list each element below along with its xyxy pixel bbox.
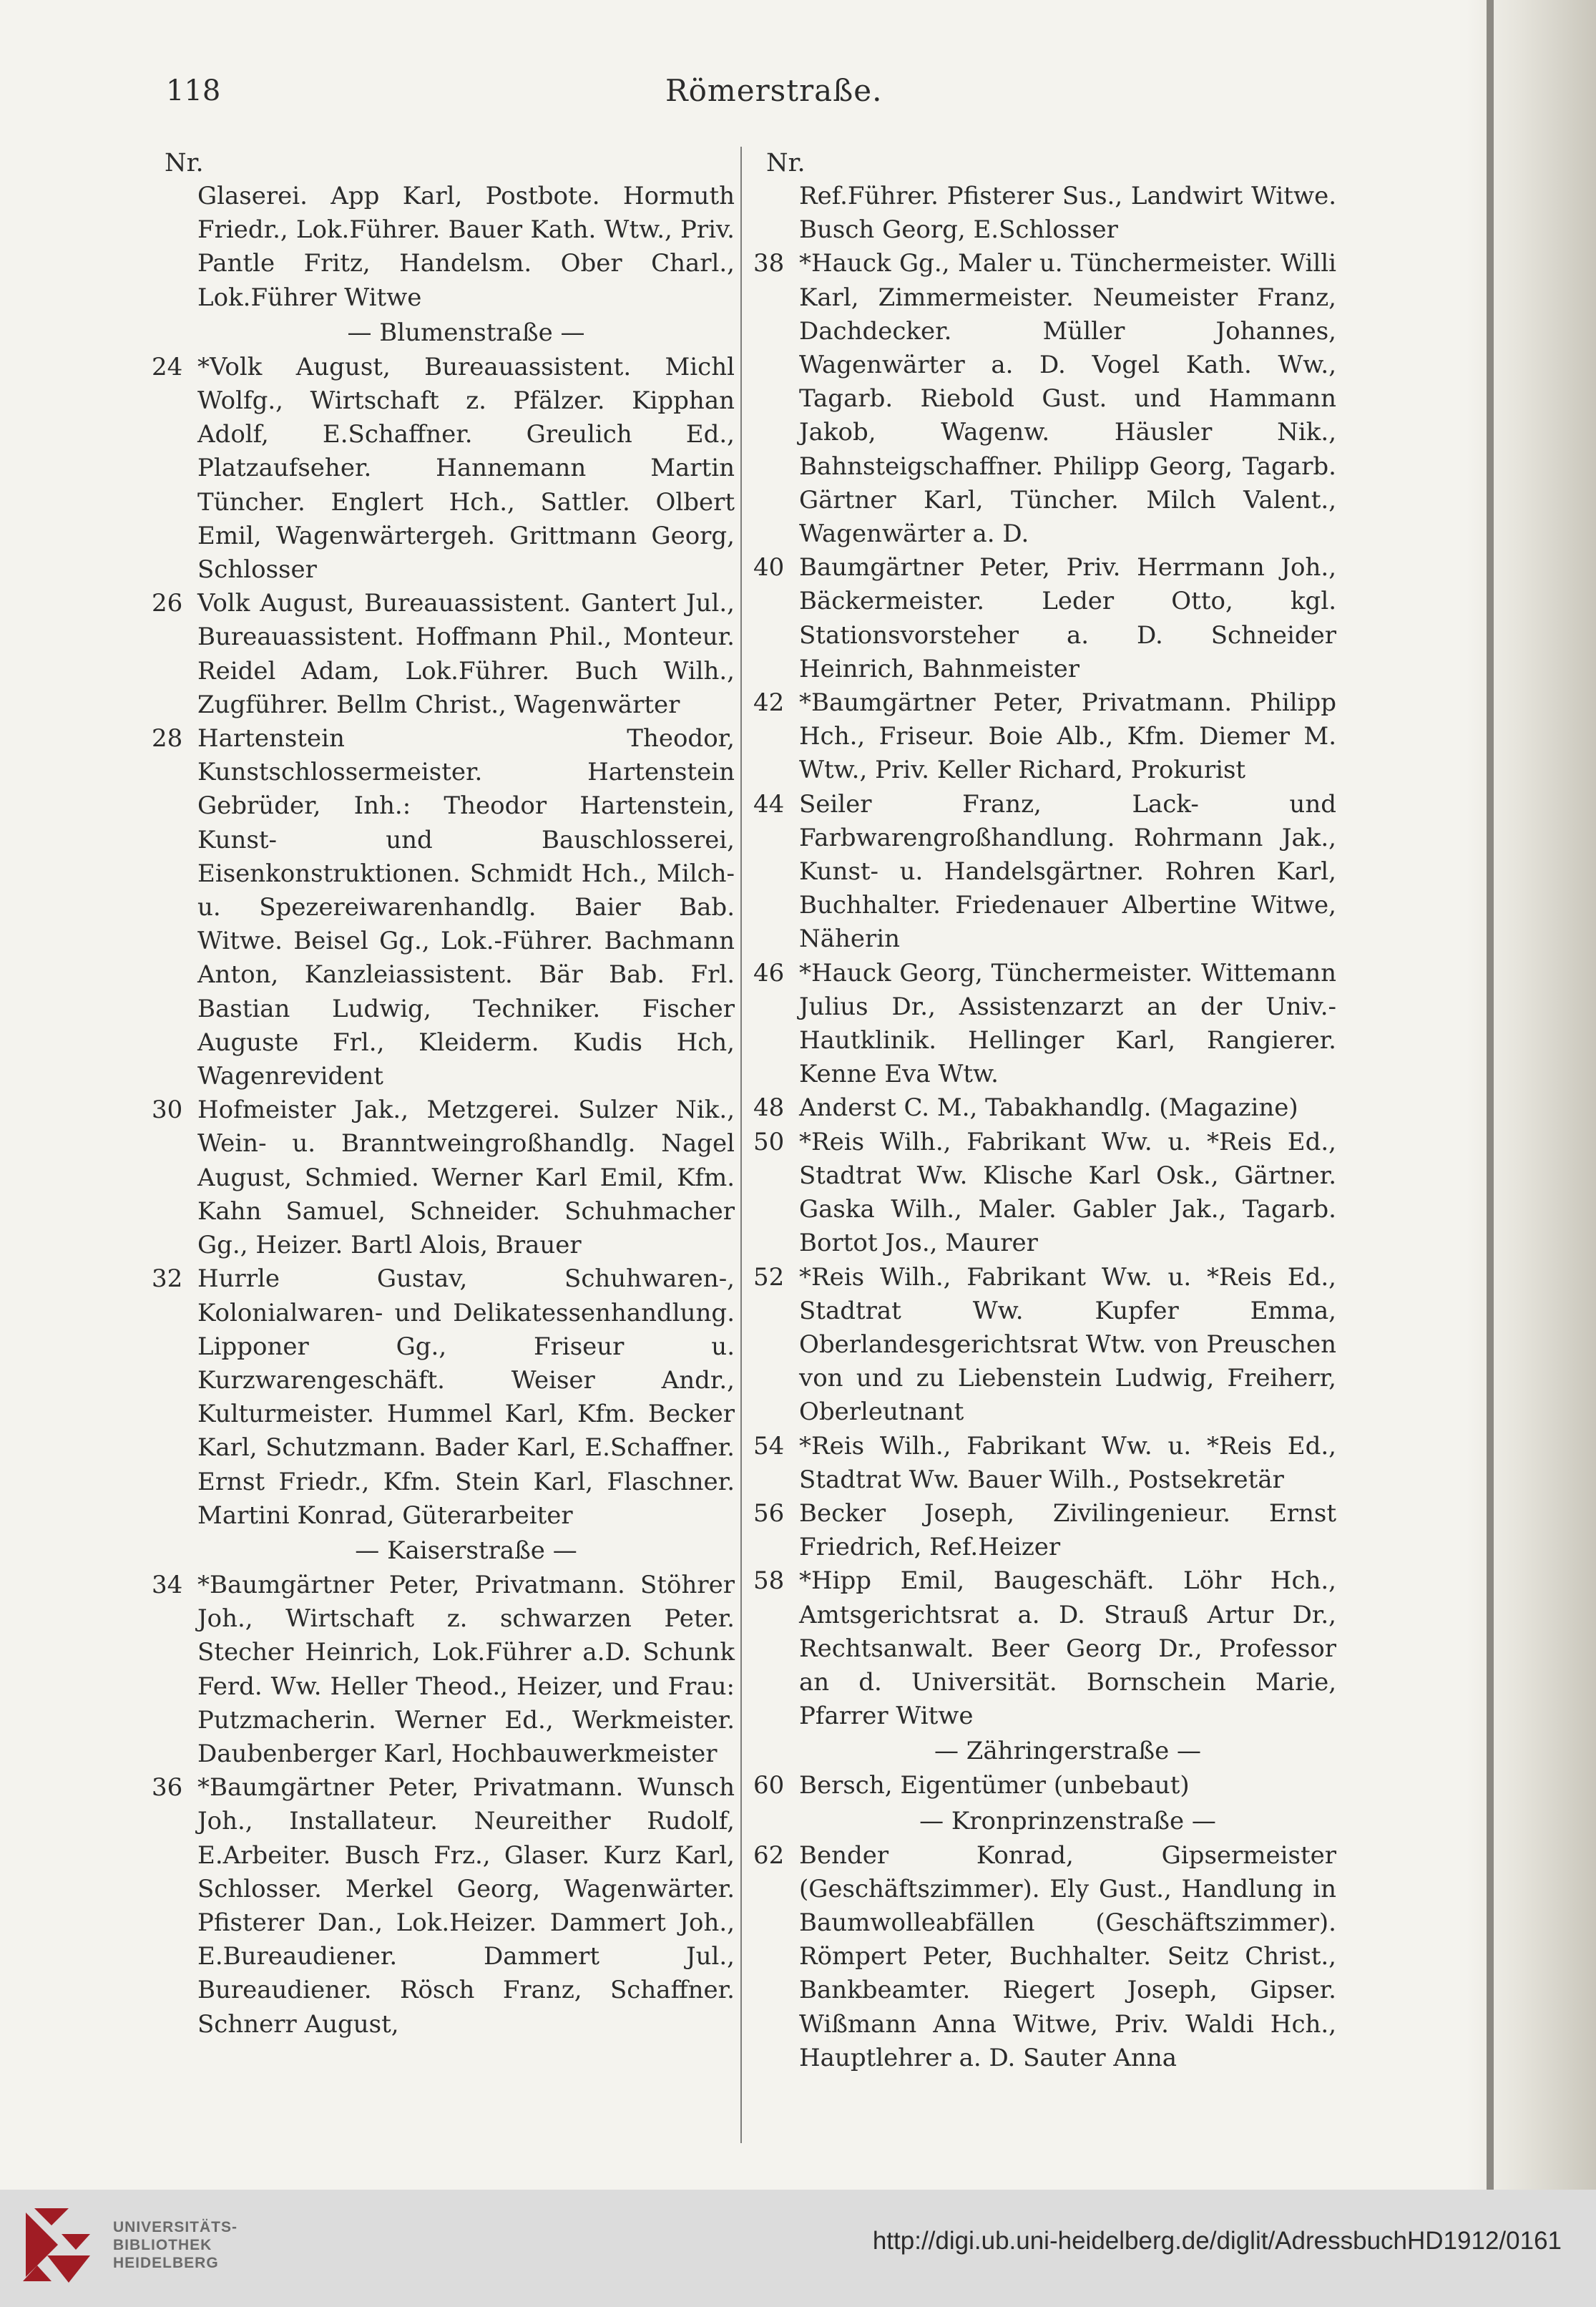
house-entry bbox=[152, 180, 735, 315]
house-number: 54 bbox=[753, 1431, 785, 1460]
house-entry bbox=[152, 1771, 735, 2042]
resident-list: *Reis Wilh., Fabrikant Ww. u. *Reis Ed., Stadtrat Ww. Kupfer Emma, Oberlandesgerichtsrat Wtw. von Preuschen von und zu Liebenstein Ludwig, Freiherr, Oberleutnant bbox=[799, 1262, 1336, 1427]
resident-list: *Volk August, Bureauassistent. Michl Wolfg., Wirtschaft z. Pfälzer. Kipphan Adolf, E.Schaffner. Greulich Ed., Platzaufseher. Hannemann Martin Tüncher. Englert Hch., Sattler. Olbert Emil, Wagenwärtergeh. Grittmann Georg, Schlosser bbox=[197, 352, 735, 585]
house-number: 60 bbox=[753, 1771, 785, 1800]
right-column bbox=[753, 147, 1336, 2075]
house-entry bbox=[753, 1769, 1336, 1803]
left-column bbox=[152, 147, 735, 2042]
house-number: 50 bbox=[753, 1127, 785, 1156]
house-entry bbox=[152, 1569, 735, 1771]
resident-list: *Reis Wilh., Fabrikant Ww. u. *Reis Ed., Stadtrat Ww. Bauer Wilh., Postsekretär bbox=[799, 1431, 1336, 1494]
street-heading: — Kronprinzenstraße — bbox=[919, 1806, 1216, 1835]
resident-list: Baumgärtner Peter, Priv. Herrmann Joh., Bäckermeister. Leder Otto, kgl. Stationsvorsteher a. D. Schneider Heinrich, Bahnmeister bbox=[799, 553, 1336, 683]
house-entry bbox=[152, 1093, 735, 1262]
street-heading: — Kaiserstraße — bbox=[355, 1536, 577, 1565]
street-heading: — Zähringerstraße — bbox=[934, 1737, 1202, 1766]
nr-label: Nr. bbox=[766, 149, 806, 177]
library-name-line: UNIVERSITÄTS- bbox=[113, 2219, 238, 2235]
library-logo-icon bbox=[19, 2205, 97, 2288]
house-number: 32 bbox=[152, 1264, 183, 1294]
resident-list: *Reis Wilh., Fabrikant Ww. u. *Reis Ed., Stadtrat Ww. Klische Karl Osk., Gärtner. Gaska Wilh., Maler. Gabler Jak., Tagarb. Bortot Jos., Maurer bbox=[799, 1127, 1336, 1258]
house-number: 28 bbox=[152, 724, 183, 753]
resident-list: Hurrle Gustav, Schuhwaren-, Kolonialwaren- und Delikatessenhandlung. Lipponer Gg., Friseur u. Kurzwarengeschäft. Weiser Andr., Kulturmeister. Hummel Karl, Kfm. Becker Karl, Schutzmann. Bader Karl, E.Schaffner. Ernst Friedr., Kfm. Stein Karl, Flaschner. Martini Konrad, Güterarbeiter bbox=[197, 1264, 735, 1530]
house-entry bbox=[152, 1262, 735, 1533]
book-spine-edge bbox=[1487, 0, 1494, 2190]
resident-list: Becker Joseph, Zivilingenieur. Ernst Friedrich, Ref.Heizer bbox=[799, 1498, 1336, 1562]
resident-list: *Baumgärtner Peter, Privatmann. Philipp Hch., Friseur. Boie Alb., Kfm. Diemer M. Wtw., Priv. Keller Richard, Prokurist bbox=[799, 688, 1336, 785]
house-number: 42 bbox=[753, 688, 785, 718]
resident-list: Volk August, Bureauassistent. Gantert Jul., Bureauassistent. Hoffmann Phil., Monteur. Reidel Adam, Lok.Führer. Buch Wilh., Zugführer. Bellm Christ., Wagenwärter bbox=[197, 589, 735, 719]
house-entry bbox=[753, 1430, 1336, 1497]
house-number: 48 bbox=[753, 1093, 785, 1123]
house-number: 38 bbox=[753, 249, 785, 278]
house-number: 62 bbox=[753, 1840, 785, 1870]
resident-list: Glaserei. App Karl, Postbote. Hormuth Friedr., Lok.Führer. Bauer Kath. Wtw., Priv. Pantle Fritz, Handelsm. Ober Charl., Lok.Führer Witwe bbox=[197, 182, 735, 312]
house-entry bbox=[753, 1126, 1336, 1261]
house-entry bbox=[152, 587, 735, 722]
house-entry bbox=[753, 551, 1336, 686]
resident-list: Ref.Führer. Pfisterer Sus., Landwirt Witwe. Busch Georg, E.Schlosser bbox=[799, 182, 1336, 245]
house-entry bbox=[753, 1497, 1336, 1564]
resident-list: *Hauck Gg., Maler u. Tünchermeister. Willi Karl, Zimmermeister. Neumeister Franz, Dachdecker. Müller Johannes, Wagenwärter a. D. Vogel Kath. Ww., Tagarb. Riebold Gust. und Hammann Jakob, Wagenw. Häusler Nik., Bahnsteigschaffner. Philipp Georg, Tagarb. Gärtner Karl, Tüncher. Milch Valent., Wagenwärter a. D. bbox=[799, 249, 1336, 549]
house-entry bbox=[753, 957, 1336, 1092]
house-entry bbox=[753, 1839, 1336, 2075]
house-number: 58 bbox=[753, 1566, 785, 1596]
house-number: 44 bbox=[753, 789, 785, 819]
column-divider bbox=[740, 147, 742, 2143]
house-number: 52 bbox=[753, 1262, 785, 1292]
nr-label: Nr. bbox=[165, 149, 204, 177]
resident-list: Hofmeister Jak., Metzgerei. Sulzer Nik., Wein- u. Branntweingroßhandlg. Nagel August, Schmied. Werner Karl Emil, Kfm. Kahn Samuel, Schneider. Schuhmacher Gg., Heizer. Bartl Alois, Brauer bbox=[197, 1096, 735, 1260]
house-entry bbox=[753, 1091, 1336, 1125]
house-entry bbox=[753, 247, 1336, 551]
library-name bbox=[113, 2218, 238, 2272]
resident-list: *Baumgärtner Peter, Privatmann. Stöhrer Joh., Wirtschaft z. schwarzen Peter. Stecher Heinrich, Lok.Führer a.D. Schunk Ferd. Ww. Heller Theod., Heizer, und Frau: Putzmacherin. Werner Ed., Werkmeister. Daubenberger Karl, Hochbauwerkmeister bbox=[197, 1570, 735, 1768]
resident-list: *Hipp Emil, Baugeschäft. Löhr Hch., Amtsgerichtsrat a. D. Strauß Artur Dr., Rechtsanwalt. Beer Georg Dr., Professor an d. Universität. Bornschein Marie, Pfarrer Witwe bbox=[799, 1566, 1336, 1731]
resident-list: Bersch, Eigentümer (unbebaut) bbox=[799, 1771, 1190, 1800]
page-number: 118 bbox=[166, 74, 221, 107]
street-heading: — Blumenstraße — bbox=[347, 318, 585, 347]
resident-list: Seiler Franz, Lack- und Farbwarengroßhandlung. Rohrmann Jak., Kunst- u. Handelsgärtner. Rohren Karl, Buchhalter. Friedenauer Albertine Witwe, Näherin bbox=[799, 789, 1336, 954]
house-entry bbox=[152, 722, 735, 1093]
house-number: 56 bbox=[753, 1498, 785, 1528]
resident-list: Hartenstein Theodor, Kunstschlossermeister. Hartenstein Gebrüder, Inh.: Theodor Hartenstein, Kunst- und Bauschlosserei, Eisenkonstruktionen. Schmidt Hch., Milch- u. Spezereiwarenhandlg. Baier Bab. Witwe. Beisel Gg., Lok.-Führer. Bachmann Anton, Kanzleiassistent. Bär Bab. Frl. Bastian Ludwig, Techniker. Fischer Auguste Frl., Kleiderm. Kudis Hch, Wagenrevident bbox=[197, 724, 735, 1091]
house-number: 40 bbox=[753, 553, 785, 582]
house-entry bbox=[753, 180, 1336, 247]
resident-list: *Hauck Georg, Tünchermeister. Wittemann Julius Dr., Assistenzarzt an der Univ.-Hautklinik. Hellinger Karl, Rangierer. Kenne Eva Wtw. bbox=[799, 958, 1336, 1089]
resident-list: Anderst C. M., Tabakhandlg. (Magazine) bbox=[799, 1093, 1298, 1123]
house-number: 26 bbox=[152, 589, 183, 618]
running-head: Römerstraße. bbox=[665, 73, 883, 108]
house-entry bbox=[753, 1261, 1336, 1430]
source-url[interactable]: http://digi.ub.uni-heidelberg.de/diglit/AdressbuchHD1912/0161 bbox=[872, 2227, 1562, 2255]
library-name-line: HEIDELBERG bbox=[113, 2255, 219, 2271]
house-entry bbox=[753, 1564, 1336, 1733]
house-number: 36 bbox=[152, 1773, 183, 1803]
house-number: 46 bbox=[753, 958, 785, 987]
resident-list: Bender Konrad, Gipsermeister (Geschäftszimmer). Ely Gust., Handlung in Baumwolleabfällen (Geschäftszimmer). Römpert Peter, Buchhalter. Seitz Christ., Bankbeamter. Riegert Joseph, Gipser. Wißmann Anna Witwe, Priv. Waldi Hch., Hauptlehrer a. D. Sauter Anna bbox=[799, 1840, 1336, 2072]
house-number: 30 bbox=[152, 1096, 183, 1125]
house-entry bbox=[152, 351, 735, 587]
house-entry bbox=[753, 686, 1336, 788]
library-name-line: BIBLIOTHEK bbox=[113, 2237, 212, 2253]
resident-list: *Baumgärtner Peter, Privatmann. Wunsch Joh., Installateur. Neureither Rudolf, E.Arbeiter. Busch Frz., Glaser. Kurz Karl, Schlosser. Merkel Georg, Wagenwärter. Pfisterer Dan., Lok.Heizer. Dammert Joh., E.Bureaudiener. Dammert Jul., Bureaudiener. Rösch Franz, Schaffner. Schnerr August, bbox=[197, 1773, 735, 2039]
house-entry bbox=[753, 788, 1336, 957]
house-number: 24 bbox=[152, 352, 183, 381]
house-number: 34 bbox=[152, 1570, 183, 1599]
